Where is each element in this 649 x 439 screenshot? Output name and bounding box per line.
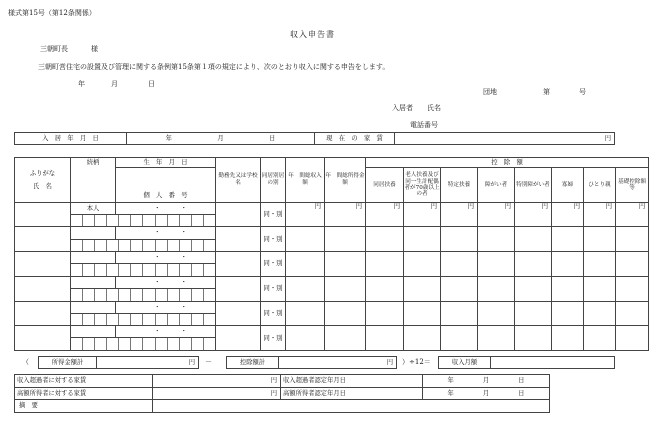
member-cohabit-field[interactable]: 同・別 (261, 301, 286, 326)
monthly-income-field[interactable] (491, 357, 615, 369)
member-name-field[interactable] (15, 252, 71, 277)
member-name-field[interactable] (15, 227, 71, 252)
mynumber-digit-box[interactable] (143, 264, 155, 276)
mynumber-digit-box[interactable] (156, 240, 168, 252)
member-relation-field[interactable] (71, 227, 116, 239)
high-income-rent-yen: 円 (270, 389, 277, 397)
header-deductions: 控 除 額 (366, 158, 649, 168)
monthly-income-box (438, 356, 615, 369)
member-amount-field[interactable] (616, 252, 649, 277)
member-birth-field[interactable] (116, 301, 216, 313)
member-amount-field[interactable] (286, 301, 325, 326)
over-income-year: 年 (447, 377, 454, 385)
birth-dot: ・ (180, 229, 187, 237)
birth-dot: ・ (180, 278, 187, 286)
mynumber-digit-box[interactable] (204, 338, 215, 350)
header-relation: 続柄 (71, 158, 116, 203)
member-amount-field[interactable] (616, 202, 649, 227)
birth-dot: ・ (154, 254, 161, 262)
member-amount-field[interactable] (404, 301, 441, 326)
move-in-row (14, 132, 615, 145)
member-amount-field[interactable] (286, 252, 325, 277)
mynumber-digit-box[interactable] (143, 289, 155, 301)
mynumber-digit-box[interactable] (95, 240, 107, 252)
member-amount-field[interactable] (325, 252, 366, 277)
birth-dot: ・ (154, 303, 161, 311)
mynumber-digit-box[interactable] (192, 264, 204, 276)
yen-unit: 円 (467, 202, 474, 210)
member-birth-field[interactable] (116, 202, 216, 214)
header-furigana-name (15, 158, 71, 203)
date-month: 月 (111, 80, 118, 88)
header-name: 氏 名 (33, 182, 52, 190)
mynumber-digit-box[interactable] (168, 289, 180, 301)
member-cohabit-field[interactable]: 同・別 (261, 227, 286, 252)
remarks-label: 摘 要 (15, 400, 153, 413)
earnings-total-box (38, 356, 199, 369)
member-name-field[interactable] (15, 326, 71, 351)
mynumber-digit-box[interactable] (119, 240, 131, 252)
mynumber-digit-box[interactable] (180, 338, 192, 350)
member-workplace-field[interactable] (216, 301, 261, 326)
header-deduction-cohabit: 同居扶養 (366, 168, 404, 203)
mynumber-digit-box[interactable] (107, 240, 119, 252)
member-amount-field[interactable] (441, 227, 478, 252)
member-row (15, 227, 649, 239)
date-year: 年 (78, 80, 85, 88)
mynumber-digit-box[interactable] (95, 264, 107, 276)
earnings-total-yen: 円 (188, 358, 195, 366)
header-deduction-widow: 寡婦 (552, 168, 584, 203)
member-amount-field[interactable] (616, 227, 649, 252)
deduction-total-yen: 円 (386, 358, 393, 366)
move-in-month: 月 (217, 134, 224, 142)
high-income-date-field[interactable] (423, 387, 550, 400)
header-birth: 生 年 月 日 (116, 158, 216, 168)
name-label: 氏名 (427, 104, 441, 112)
mynumber-digit-box[interactable] (95, 338, 107, 350)
member-birth-field[interactable] (116, 276, 216, 288)
header-deduction-specific: 特定扶養 (441, 168, 478, 203)
mynumber-digit-box[interactable] (204, 264, 215, 276)
member-relation-field[interactable] (71, 276, 116, 288)
over-income-month: 月 (482, 377, 490, 385)
move-in-day: 日 (268, 134, 276, 142)
member-amount-field[interactable] (478, 326, 515, 351)
header-deduction-single-parent: ひとり親 (584, 168, 616, 203)
member-mynumber-field (71, 313, 216, 326)
member-amount-field[interactable] (366, 326, 404, 351)
member-amount-field[interactable] (478, 276, 515, 301)
member-mynumber-field (71, 264, 216, 277)
member-amount-field[interactable] (584, 326, 616, 351)
header-annual-earnings: 年 間総所得金額 (325, 158, 366, 203)
date-day: 日 (148, 80, 155, 88)
mynumber-digit-box[interactable] (107, 289, 119, 301)
member-amount-field[interactable] (286, 227, 325, 252)
member-cohabit-field[interactable]: 同・別 (261, 276, 286, 301)
member-amount-field[interactable] (515, 202, 552, 227)
member-relation-field[interactable] (71, 301, 116, 313)
member-amount-field[interactable] (515, 227, 552, 252)
member-cohabit-field[interactable]: 同・別 (261, 252, 286, 277)
member-amount-field[interactable] (366, 252, 404, 277)
mynumber-digit-box[interactable] (180, 314, 192, 326)
over-income-date-field[interactable] (423, 375, 550, 388)
mynumber-digit-box[interactable] (180, 289, 192, 301)
statement-text: 三朝町営住宅の設置及び管理に関する条例第15条第１項の規定により、次のとおり収入に関する申告をします。 (38, 63, 390, 71)
member-amount-field[interactable] (441, 326, 478, 351)
page-title: 収入申告書 (290, 30, 335, 39)
mynumber-digit-box[interactable] (83, 314, 95, 326)
current-rent-label: 現 在 の 家 賃 (315, 133, 395, 145)
member-amount-field[interactable] (552, 227, 584, 252)
member-row (15, 301, 649, 313)
mynumber-digit-box[interactable] (156, 264, 168, 276)
member-amount-field[interactable] (616, 301, 649, 326)
member-amount-field[interactable] (404, 252, 441, 277)
member-amount-field[interactable] (325, 227, 366, 252)
mynumber-digit-box[interactable] (131, 240, 143, 252)
addressee-honorific: 様 (91, 45, 98, 53)
mynumber-digit-box[interactable] (71, 264, 83, 276)
high-income-year: 年 (447, 389, 454, 397)
member-mynumber-field (71, 239, 216, 252)
yen-unit: 円 (541, 202, 548, 210)
mynumber-digit-box[interactable] (192, 338, 204, 350)
monthly-income-label: 収入月額 (439, 357, 491, 369)
mynumber-digit-box[interactable] (192, 289, 204, 301)
member-amount-field[interactable] (441, 276, 478, 301)
mynumber-digit-box[interactable] (168, 240, 180, 252)
member-workplace-field[interactable] (216, 227, 261, 252)
mynumber-digit-box[interactable] (95, 289, 107, 301)
birth-dot: ・ (154, 278, 161, 286)
mynumber-digit-box[interactable] (204, 314, 215, 326)
member-amount-field[interactable] (366, 227, 404, 252)
member-workplace-field[interactable] (216, 202, 261, 227)
member-amount-field[interactable] (584, 252, 616, 277)
open-paren: （ (22, 358, 29, 366)
member-amount-field[interactable] (366, 301, 404, 326)
member-amount-field[interactable] (552, 202, 584, 227)
member-mynumber-field (71, 214, 216, 227)
member-amount-field[interactable] (552, 301, 584, 326)
mynumber-digit-box[interactable] (119, 289, 131, 301)
move-in-year: 年 (165, 134, 172, 142)
mynumber-digit-box[interactable] (156, 289, 168, 301)
move-in-date-field[interactable] (127, 133, 315, 145)
earnings-total-label: 所得金額計 (39, 357, 97, 369)
member-name-field[interactable] (15, 301, 71, 326)
member-mynumber-field (71, 289, 216, 302)
mynumber-digit-box[interactable] (143, 338, 155, 350)
member-amount-field[interactable] (325, 326, 366, 351)
birth-dot: ・ (180, 303, 187, 311)
danchi-label: 団地 (483, 88, 497, 96)
mynumber-digit-box[interactable] (156, 314, 168, 326)
high-income-rent-field[interactable] (153, 387, 281, 400)
member-amount-field[interactable] (552, 252, 584, 277)
mynumber-digit-box[interactable] (119, 215, 131, 227)
mynumber-digit-box[interactable] (168, 264, 180, 276)
member-workplace-field[interactable] (216, 252, 261, 277)
divide-text: ）÷12＝ (402, 358, 431, 366)
member-amount-field[interactable] (286, 326, 325, 351)
member-amount-field[interactable] (441, 202, 478, 227)
high-income-rent-label: 高額所得者に対する家賃 (15, 387, 153, 400)
over-income-rent-field[interactable] (153, 375, 281, 388)
deduction-total-label: 控除額計 (227, 357, 279, 369)
mynumber-digit-box[interactable] (119, 264, 131, 276)
mynumber-digit-box[interactable] (204, 240, 215, 252)
mynumber-digit-box[interactable] (131, 215, 143, 227)
mynumber-digit-box[interactable] (71, 215, 83, 227)
household-table (14, 157, 649, 351)
rent-certification-table (14, 374, 550, 413)
mynumber-digit-box[interactable] (131, 314, 143, 326)
member-amount-field[interactable] (552, 276, 584, 301)
member-row (15, 276, 649, 288)
mynumber-digit-box[interactable] (192, 215, 204, 227)
deduction-total-box (226, 356, 397, 369)
member-mynumber-field (71, 338, 216, 351)
member-amount-field[interactable] (515, 252, 552, 277)
birth-dot: ・ (180, 254, 187, 262)
mynumber-digit-box[interactable] (143, 215, 155, 227)
mynumber-digit-box[interactable] (180, 240, 192, 252)
over-income-rent-label: 収入超過者に対する家賃 (15, 375, 153, 388)
mynumber-digit-box[interactable] (83, 264, 95, 276)
member-amount-field[interactable] (616, 326, 649, 351)
phone-label: 電話番号 (410, 121, 438, 129)
member-amount-field[interactable] (478, 252, 515, 277)
mynumber-digit-box[interactable] (71, 289, 83, 301)
member-amount-field[interactable] (478, 301, 515, 326)
member-amount-field[interactable] (584, 202, 616, 227)
member-amount-field[interactable] (325, 301, 366, 326)
mynumber-digit-box[interactable] (83, 240, 95, 252)
member-amount-field[interactable] (366, 276, 404, 301)
member-amount-field[interactable] (515, 276, 552, 301)
member-birth-field[interactable] (116, 326, 216, 338)
member-amount-field[interactable] (286, 202, 325, 227)
mynumber-digit-box[interactable] (204, 215, 215, 227)
header-furigana: ふりがな (29, 169, 56, 177)
member-amount-field[interactable] (552, 326, 584, 351)
mynumber-digit-box[interactable] (107, 215, 119, 227)
high-income-date-label: 高額所得者認定年月日 (281, 387, 423, 400)
earnings-total-field[interactable] (97, 357, 199, 369)
member-amount-field[interactable] (515, 326, 552, 351)
mynumber-digit-box[interactable] (119, 314, 131, 326)
member-amount-field[interactable] (584, 227, 616, 252)
high-income-day: 日 (518, 389, 525, 397)
mynumber-digit-box[interactable] (107, 264, 119, 276)
yen-unit: 円 (638, 202, 646, 210)
mynumber-digit-box[interactable] (83, 215, 95, 227)
yen-unit: 円 (605, 202, 612, 210)
member-amount-field[interactable] (286, 276, 325, 301)
member-amount-field[interactable] (404, 326, 441, 351)
over-income-day: 日 (518, 377, 525, 385)
mynumber-digit-box[interactable] (192, 240, 204, 252)
header-deduction-elderly: 老人扶養及び同一生計配偶者が70歳以上の者 (404, 168, 441, 203)
yen-unit: 円 (355, 202, 362, 210)
mynumber-digit-box[interactable] (131, 289, 143, 301)
mynumber-digit-box[interactable] (168, 314, 180, 326)
move-in-label: 入 居 年 月 日 (15, 133, 127, 145)
member-row (15, 202, 649, 214)
minus-sign: － (205, 358, 212, 366)
remarks-field[interactable] (153, 400, 550, 413)
member-amount-field[interactable] (584, 276, 616, 301)
yen-unit: 円 (573, 202, 580, 210)
mynumber-digit-box[interactable] (156, 215, 168, 227)
member-amount-field[interactable] (325, 276, 366, 301)
current-rent-field[interactable] (395, 133, 615, 145)
mynumber-digit-box[interactable] (107, 314, 119, 326)
mynumber-digit-box[interactable] (180, 215, 192, 227)
member-amount-field[interactable] (584, 301, 616, 326)
member-name-field[interactable] (15, 202, 71, 227)
header-cohabit: 同居別居の別 (261, 158, 286, 203)
deduction-total-field[interactable] (279, 357, 397, 369)
member-birth-field[interactable] (116, 227, 216, 239)
member-cohabit-field[interactable]: 同・別 (261, 202, 286, 227)
member-amount-field[interactable] (478, 227, 515, 252)
high-income-month: 月 (482, 389, 490, 397)
yen-unit: 円 (314, 202, 321, 210)
header-deduction-special-disabled: 特別障がい者 (515, 168, 552, 203)
member-amount-field[interactable] (325, 202, 366, 227)
member-amount-field[interactable] (366, 202, 404, 227)
yen-unit: 円 (430, 202, 437, 210)
member-workplace-field[interactable] (216, 326, 261, 351)
header-annual-income: 年 間総収入額 (286, 158, 325, 203)
mynumber-digit-box[interactable] (131, 264, 143, 276)
mynumber-digit-box[interactable] (95, 215, 107, 227)
form-id: 様式第15号（第12条関係） (8, 9, 96, 17)
member-amount-field[interactable] (616, 276, 649, 301)
member-row (15, 252, 649, 264)
member-relation-field[interactable] (71, 326, 116, 338)
mynumber-digit-box[interactable] (119, 338, 131, 350)
header-deduction-disabled: 障がい者 (478, 168, 515, 203)
member-amount-field[interactable] (441, 301, 478, 326)
member-name-field[interactable] (15, 276, 71, 301)
over-income-date-label: 収入超過者認定年月日 (281, 375, 423, 388)
current-rent-yen: 円 (604, 134, 611, 142)
mynumber-digit-box[interactable] (95, 314, 107, 326)
birth-dot: ・ (180, 328, 187, 336)
birth-dot: ・ (154, 328, 161, 336)
mynumber-digit-box[interactable] (143, 314, 155, 326)
mynumber-digit-box[interactable] (204, 289, 215, 301)
mynumber-digit-box[interactable] (131, 338, 143, 350)
mynumber-digit-box[interactable] (71, 240, 83, 252)
member-amount-field[interactable] (515, 301, 552, 326)
header-mynumber: 個 人 番 号 (116, 168, 216, 203)
member-row (15, 326, 649, 338)
member-cohabit-field[interactable]: 同・別 (261, 326, 286, 351)
mynumber-digit-box[interactable] (168, 338, 180, 350)
dai-label: 第 (543, 88, 550, 96)
member-amount-field[interactable] (478, 202, 515, 227)
header-workplace: 勤務先又は学校名 (216, 158, 261, 203)
yen-unit: 円 (393, 202, 400, 210)
birth-dot: ・ (180, 204, 187, 212)
mynumber-digit-box[interactable] (83, 289, 95, 301)
mynumber-digit-box[interactable] (71, 338, 83, 350)
header-deduction-basic: 基礎控除額等 (616, 168, 649, 203)
member-amount-field[interactable] (404, 227, 441, 252)
member-amount-field[interactable] (441, 252, 478, 277)
mynumber-digit-box[interactable] (71, 314, 83, 326)
member-relation-field[interactable]: 本人 (71, 202, 116, 214)
member-amount-field[interactable] (404, 202, 441, 227)
mynumber-digit-box[interactable] (192, 314, 204, 326)
yen-unit: 円 (504, 202, 511, 210)
birth-dot: ・ (154, 229, 161, 237)
mynumber-digit-box[interactable] (180, 264, 192, 276)
member-amount-field[interactable] (404, 276, 441, 301)
mynumber-digit-box[interactable] (143, 240, 155, 252)
addressee-town: 三朝町長 (40, 45, 68, 53)
member-relation-field[interactable] (71, 252, 116, 264)
member-workplace-field[interactable] (216, 276, 261, 301)
go-label: 号 (579, 88, 586, 96)
mynumber-digit-box[interactable] (156, 338, 168, 350)
member-birth-field[interactable] (116, 252, 216, 264)
mynumber-digit-box[interactable] (107, 338, 119, 350)
over-income-rent-yen: 円 (270, 377, 277, 385)
birth-dot: ・ (154, 204, 161, 212)
mynumber-digit-box[interactable] (83, 338, 95, 350)
applicant-label: 入居者 (392, 104, 413, 112)
mynumber-digit-box[interactable] (168, 215, 180, 227)
